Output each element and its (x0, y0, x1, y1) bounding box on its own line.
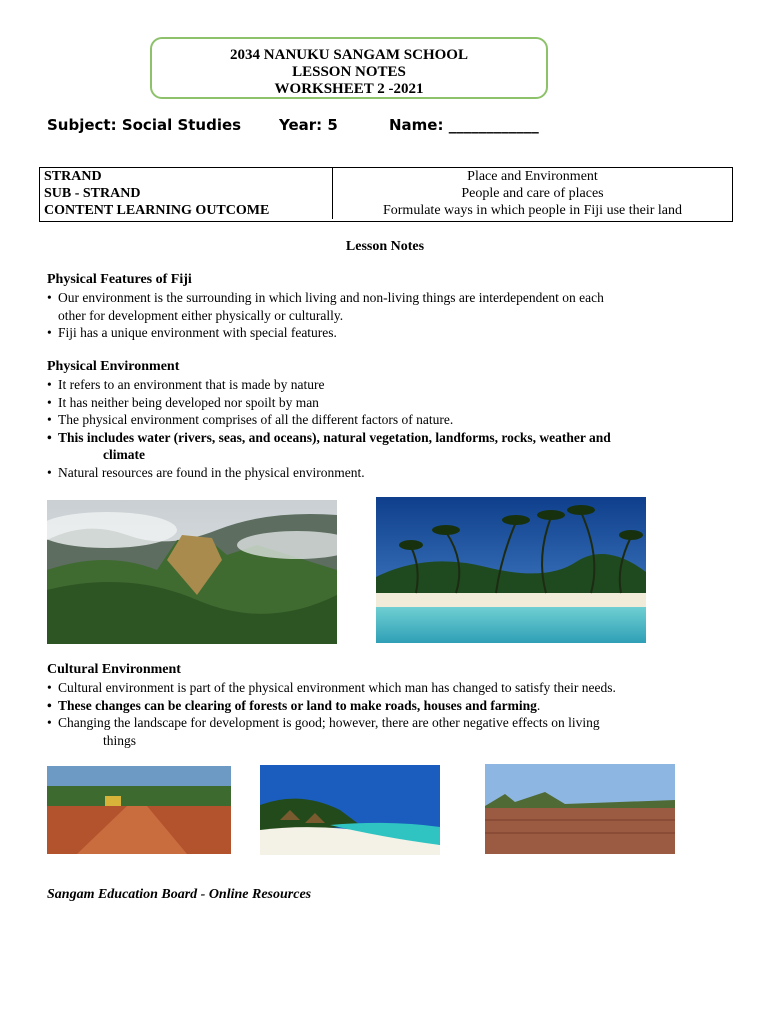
sub-strand-label: SUB - STRAND (40, 185, 333, 202)
outcome-value: Formulate ways in which people in Fiji use their land (382, 202, 682, 218)
table-row (40, 202, 732, 219)
strand-label: STRAND (40, 168, 333, 185)
list-item: • These changes can be clearing of forests or land to make roads, houses and farming. (47, 697, 737, 715)
mountain-photo (47, 500, 337, 644)
list-item: • It refers to an environment that is made by nature (47, 376, 737, 394)
strand-value: Place and Environment (467, 168, 598, 184)
list-item: • Changing the landscape for development is good; however, there are other negative effects on living things (47, 714, 737, 749)
physical-environment-section (47, 358, 737, 481)
year-label: Year: 5 (279, 116, 338, 134)
cultural-environment-section (47, 661, 737, 749)
name-field[interactable]: Name: ____________ (389, 116, 539, 134)
meta-row (47, 116, 727, 136)
table-row (40, 168, 732, 185)
lesson-title: Lesson Notes (345, 239, 425, 254)
beach-photo (376, 497, 646, 643)
field-photo (485, 764, 675, 854)
physical-features-section (47, 271, 737, 342)
list-item: • It has neither being developed nor spoilt by man (47, 394, 737, 412)
section-heading: Cultural Environment (47, 662, 181, 677)
footer: Sangam Education Board - Online Resources (47, 887, 312, 902)
section-heading: Physical Features of Fiji (47, 272, 192, 287)
header-box (150, 37, 548, 99)
worksheet-label: WORKSHEET 2 -2021 (274, 81, 424, 97)
strand-table (40, 168, 732, 219)
list-item: • Our environment is the surrounding in which living and non-living things are interdependent on each other for development either physically or culturally. (47, 289, 737, 324)
list-item: • Natural resources are found in the physical environment. (47, 464, 737, 482)
list-item: • The physical environment comprises of all the different factors of nature. (47, 411, 737, 429)
subject-label: Subject: Social Studies (47, 116, 242, 134)
list-item: • This includes water (rivers, seas, and oceans), natural vegetation, landforms, rocks, weather and climate (47, 429, 737, 464)
outcome-label: CONTENT LEARNING OUTCOME (40, 202, 333, 219)
table-row (40, 185, 732, 202)
sub-strand-value: People and care of places (461, 185, 604, 201)
list-item: • Cultural environment is part of the physical environment which man has changed to satisfy their needs. (47, 679, 737, 697)
resort-photo (260, 765, 440, 855)
section-heading: Physical Environment (47, 359, 180, 374)
list-item: • Fiji has a unique environment with special features. (47, 324, 737, 342)
road-photo (47, 766, 231, 854)
doc-type: LESSON NOTES (292, 64, 406, 80)
school-name: 2034 NANUKU SANGAM SCHOOL (230, 47, 468, 63)
